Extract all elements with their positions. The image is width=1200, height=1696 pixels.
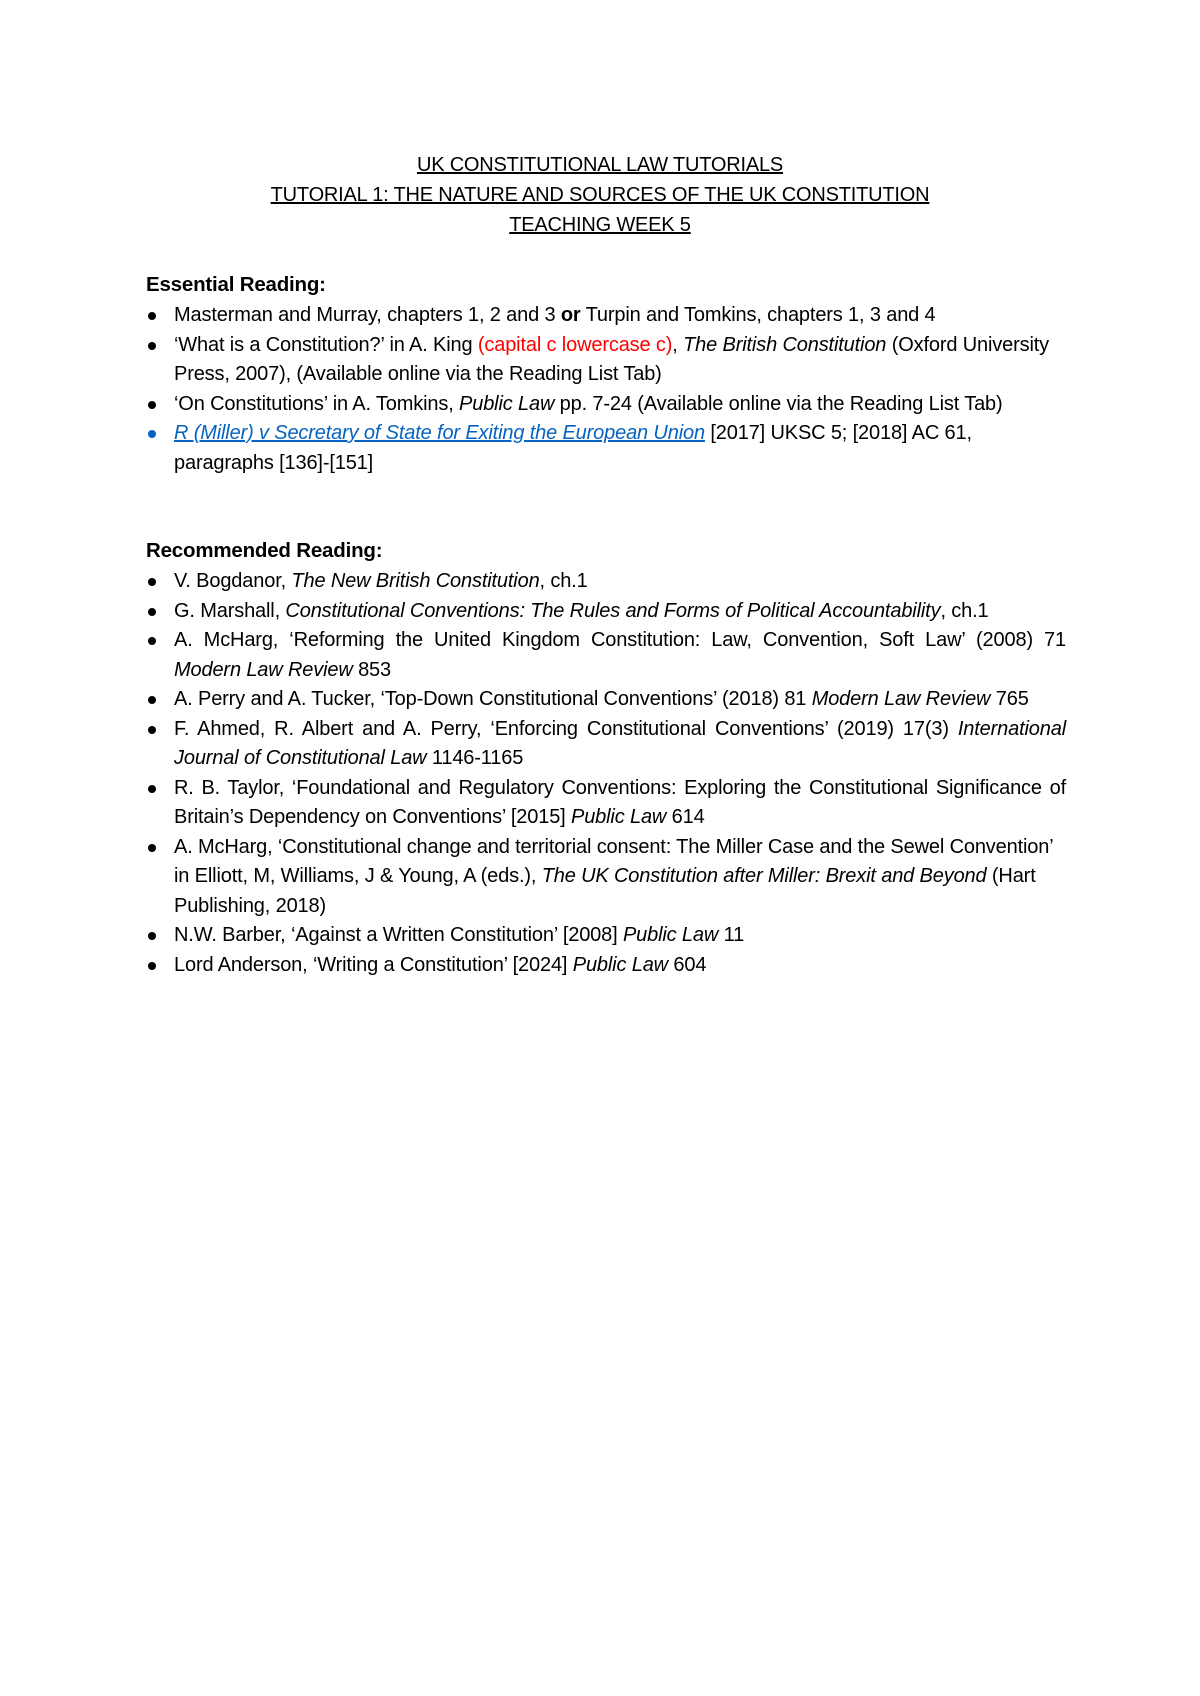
item-text-italic: Public Law [622,924,719,946]
bullet-icon [148,608,156,616]
recommended-reading-list [146,567,1066,980]
list-item [146,301,1066,331]
item-text: V. Bogdanor, [174,570,292,592]
list-item [146,921,1066,951]
item-text: A. McHarg, ‘Constitutional change and territorial consent: The Miller Case and the Sewel Convention’ in Elliott, M, Williams, J & Young, A (eds.), [174,835,1053,887]
item-text-italic: Public Law [572,953,668,976]
item-text-italic: International Journal of Constitutional Law [174,717,1066,769]
list-item [146,833,1066,922]
list-item [146,774,1066,833]
item-text: Turpin and Tomkins, chapters 1, 3 and 4 [580,304,936,326]
list-item [146,567,1066,597]
list-item [146,390,1066,420]
item-text-italic: Modern Law Review [811,688,991,710]
item-text-italic: The British Constitution [683,333,887,356]
item-text: N.W. Barber, ‘Against a Written Constitution’ [2008] [174,924,623,946]
item-text-italic: Public Law [571,806,667,828]
list-item [146,331,1066,390]
recommended-reading-section [146,536,1066,980]
bullet-icon [148,785,156,793]
bullet-icon [148,962,156,970]
item-text: A. Perry and A. Tucker, ‘Top-Down Constitutional Conventions’ (2018) 81 [174,688,812,710]
item-text-italic: Public Law [459,392,555,415]
essential-reading-section [146,270,1066,478]
essential-reading-heading: Essential Reading: [146,273,326,296]
bullet-icon [148,578,156,586]
item-text: pp. 7-24 (Available online via the Reading List Tab) [554,392,1003,415]
bullet-icon [148,401,156,409]
item-text: 604 [667,953,707,976]
item-text: 614 [666,806,705,828]
item-text: , ch.1 [539,570,588,592]
item-text-italic: Constitutional Conventions: The Rules and Forms of Political Accountability [285,599,941,622]
case-link[interactable]: R (Miller) v Secretary of State for Exiting the European Union [174,422,705,444]
item-text: [2017] UKSC 5; [2018] AC 61, paragraphs [136]-[151] [174,422,972,474]
item-text: , ch.1 [940,599,989,622]
item-text: Lord Anderson, ‘Writing a Constitution’ [2024] [174,953,573,976]
item-text: F. Ahmed, R. Albert and A. Perry, ‘Enforcing Constitutional Conventions’ (2019) 17(3) [174,717,958,740]
item-text: G. Marshall, [174,599,286,622]
item-text: ‘On Constitutions’ in A. Tomkins, [174,392,460,415]
tutorial-title: TUTORIAL 1: THE NATURE AND SOURCES OF THE UK CONSTITUTION [270,184,930,206]
item-text-italic: The UK Constitution after Miller: Brexit and Beyond [541,865,987,887]
bullet-icon [148,696,156,704]
bullet-icon [148,844,156,852]
list-item [146,626,1066,685]
bullet-icon [148,726,156,734]
list-item [146,597,1066,627]
item-text: 1146-1165 [426,747,524,769]
item-text: Masterman and Murray, chapters 1, 2 and 3 [174,304,561,326]
item-text-italic: Modern Law Review [174,658,353,681]
item-text-bold: or [560,304,581,326]
item-text: A. McHarg, ‘Reforming the United Kingdom Constitution: Law, Convention, Soft Law’ (2008) 71 [174,629,1066,651]
bullet-icon [148,430,156,438]
item-text-italic: The New British Constitution [291,570,540,592]
list-item [146,685,1066,715]
bullet-icon [148,312,156,320]
teaching-week: TEACHING WEEK 5 [509,214,691,236]
item-text: , [672,333,684,356]
bullet-icon [148,342,156,350]
document-header [0,150,1200,240]
list-item [146,951,1066,981]
item-text: (Oxford University Press, 2007), (Available online via the Reading List Tab) [174,333,1050,385]
recommended-reading-heading: Recommended Reading: [146,539,383,562]
list-item [146,715,1066,774]
item-text: 765 [990,688,1029,710]
item-text: 853 [352,658,391,681]
course-title: UK CONSTITUTIONAL LAW TUTORIALS [416,154,784,176]
item-text: ‘What is a Constitution?’ in A. King [174,333,478,356]
essential-reading-list [146,301,1066,478]
item-text-red-note: (capital c lowercase c) [477,333,673,356]
item-text: (Hart Publishing, 2018) [174,865,1036,917]
bullet-icon [148,637,156,645]
bullet-icon [148,932,156,940]
item-text: 11 [718,924,745,946]
list-item [146,419,1066,478]
item-text: R. B. Taylor, ‘Foundational and Regulatory Conventions: Exploring the Constitutional Significance of Britain’s Dependency on Conventions’ [2015] [174,776,1066,828]
